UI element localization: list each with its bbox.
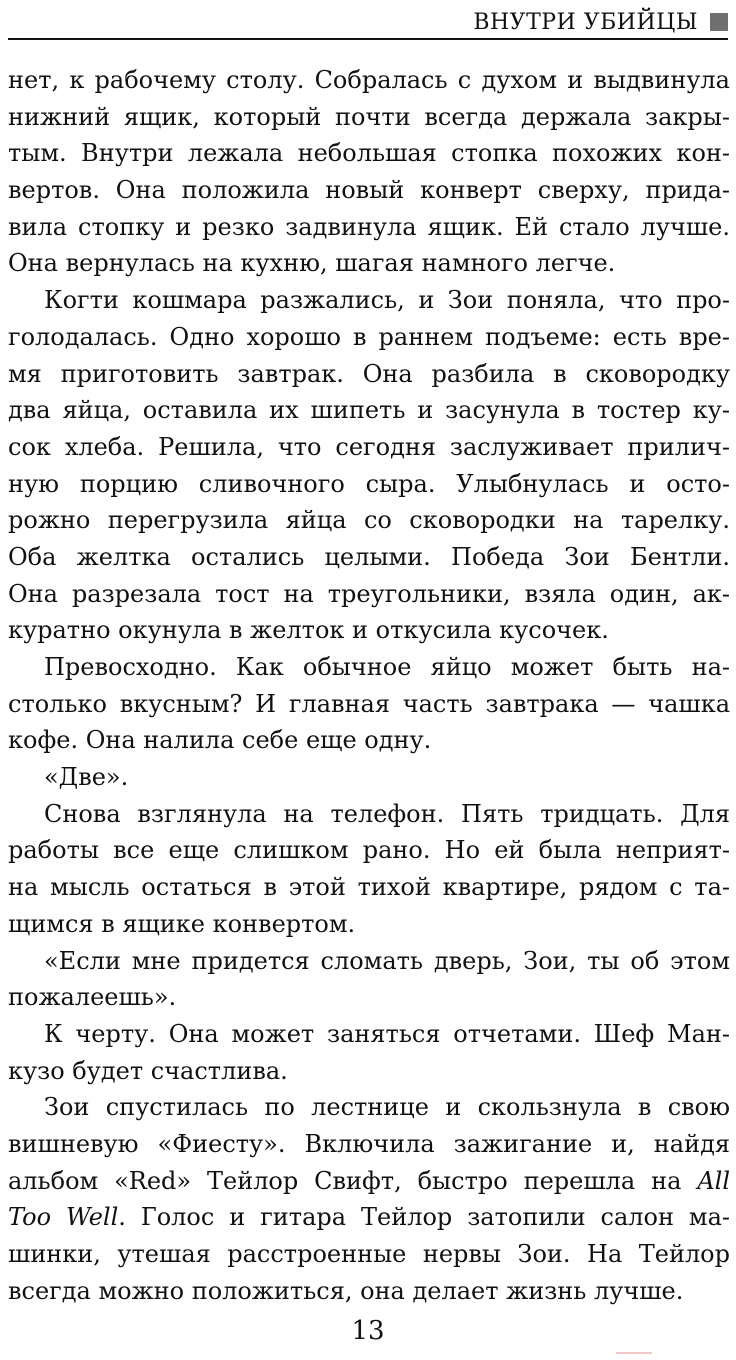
corner-mark [616, 1352, 652, 1354]
running-head-square-icon [710, 13, 728, 31]
text-line [8, 1016, 730, 1053]
line-text: вертов. Она положила новый конверт сверху, прида- [8, 176, 730, 205]
text-line [8, 1126, 730, 1163]
line-text: пожалеешь». [8, 983, 177, 1012]
text-line [8, 62, 730, 99]
text-line [8, 576, 730, 613]
line-text: Она вернулась на кухню, шагая намного легче. [8, 249, 616, 278]
text-line [8, 502, 730, 539]
body-text [8, 62, 730, 1309]
line-text: сок хлеба. Решила, что сегодня заслуживает прилич- [8, 432, 730, 461]
line-text: два яйца, оставила их шипеть и засунула в тостер ку- [8, 396, 730, 425]
text-line [8, 135, 730, 172]
text-line [8, 99, 730, 136]
line-text: нижний ящик, который почти всегда держала закры- [8, 102, 730, 131]
line-text: Оба желтка остались целыми. Победа Зои Бентли. [8, 542, 730, 571]
line-text: Когти кошмара разжались, и Зои поняла, что про- [44, 286, 730, 315]
line-text: К черту. Она может заняться отчетами. Шеф Ман- [44, 1019, 730, 1048]
text-line [8, 979, 730, 1016]
text-line [8, 282, 730, 319]
text-line [8, 796, 730, 833]
running-title: ВНУТРИ УБИЙЦЫ [473, 9, 698, 35]
text-line [8, 466, 730, 503]
line-text: вишневую «Фиесту». Включила зажигание и, найдя [8, 1129, 730, 1158]
text-line [8, 392, 730, 429]
text-line [8, 1163, 730, 1200]
text-line [8, 209, 730, 246]
line-text: на мысль остаться в этой тихой квартире, рядом с та- [8, 873, 730, 902]
line-text: нет, к рабочему столу. Собралась с духом и выдвинула [8, 66, 730, 94]
text-line [8, 943, 730, 980]
line-text: куратно окунула в желток и откусила кусочек. [8, 616, 609, 645]
text-line [8, 722, 730, 759]
line-text: «Две». [44, 763, 129, 792]
text-line [8, 245, 730, 282]
text-line [8, 759, 730, 796]
line-text: альбом «Red» Тейлор Свифт, быстро перешла на [8, 1166, 682, 1195]
page-number: 13 [351, 1316, 385, 1346]
line-text: кофе. Она налила себе еще одну. [8, 726, 432, 755]
line-text: мя приготовить завтрак. Она разбила в сковородку [8, 359, 730, 388]
line-text: тым. Внутри лежала небольшая стопка похожих кон- [8, 139, 730, 168]
line-text: . Голос и гитара Тейлор затопили салон ма- [118, 1203, 731, 1232]
line-text: всегда можно положиться, она делает жизнь лучше. [8, 1276, 684, 1305]
italic-title: Too Well [8, 1203, 119, 1232]
header-rule [8, 38, 728, 40]
text-line [8, 319, 730, 356]
text-line [8, 649, 730, 686]
line-text: Она разрезала тост на треугольники, взяла один, ак- [8, 579, 730, 608]
text-line [8, 1053, 730, 1090]
text-line [8, 429, 730, 466]
line-text: «Если мне придется сломать дверь, Зои, ты об этом [44, 946, 730, 975]
text-line [8, 1236, 730, 1273]
text-line [8, 612, 730, 649]
line-text: работы все еще слишком рано. Но ей была неприят- [8, 836, 730, 865]
line-text: ную порцию сливочного сыра. Улыбнулась и осто- [8, 469, 730, 498]
text-line [8, 686, 730, 723]
line-text: Превосходно. Как обычное яйцо может быть на- [44, 653, 730, 681]
line-text: Снова взглянула на телефон. Пять тридцать. Для [44, 799, 730, 828]
running-head [473, 6, 728, 38]
text-line [8, 1089, 730, 1126]
text-line [8, 869, 730, 906]
text-line [8, 1273, 730, 1310]
line-text: Зои спустилась по лестнице и скользнула в свою [44, 1093, 730, 1122]
text-line [8, 172, 730, 209]
text-line [8, 1199, 730, 1236]
text-line [8, 356, 730, 393]
line-text: рожно перегрузила яйца со сковородки на тарелку. [8, 506, 730, 535]
text-line [8, 906, 730, 943]
line-text: столько вкусным? И главная часть завтрака — чашка [8, 689, 730, 718]
line-text: кузо будет счастлива. [8, 1056, 288, 1085]
line-text: щимся в ящике конвертом. [8, 909, 356, 938]
text-line [8, 539, 730, 576]
line-text: шинки, утешая расстроенные нервы Зои. На Тейлор [8, 1240, 730, 1268]
line-text: голодалась. Одно хорошо в раннем подъеме: есть вре- [8, 322, 730, 351]
italic-title: All [697, 1166, 730, 1195]
text-line [8, 832, 730, 869]
line-text: вила стопку и резко задвинула ящик. Ей стало лучше. [8, 212, 730, 241]
